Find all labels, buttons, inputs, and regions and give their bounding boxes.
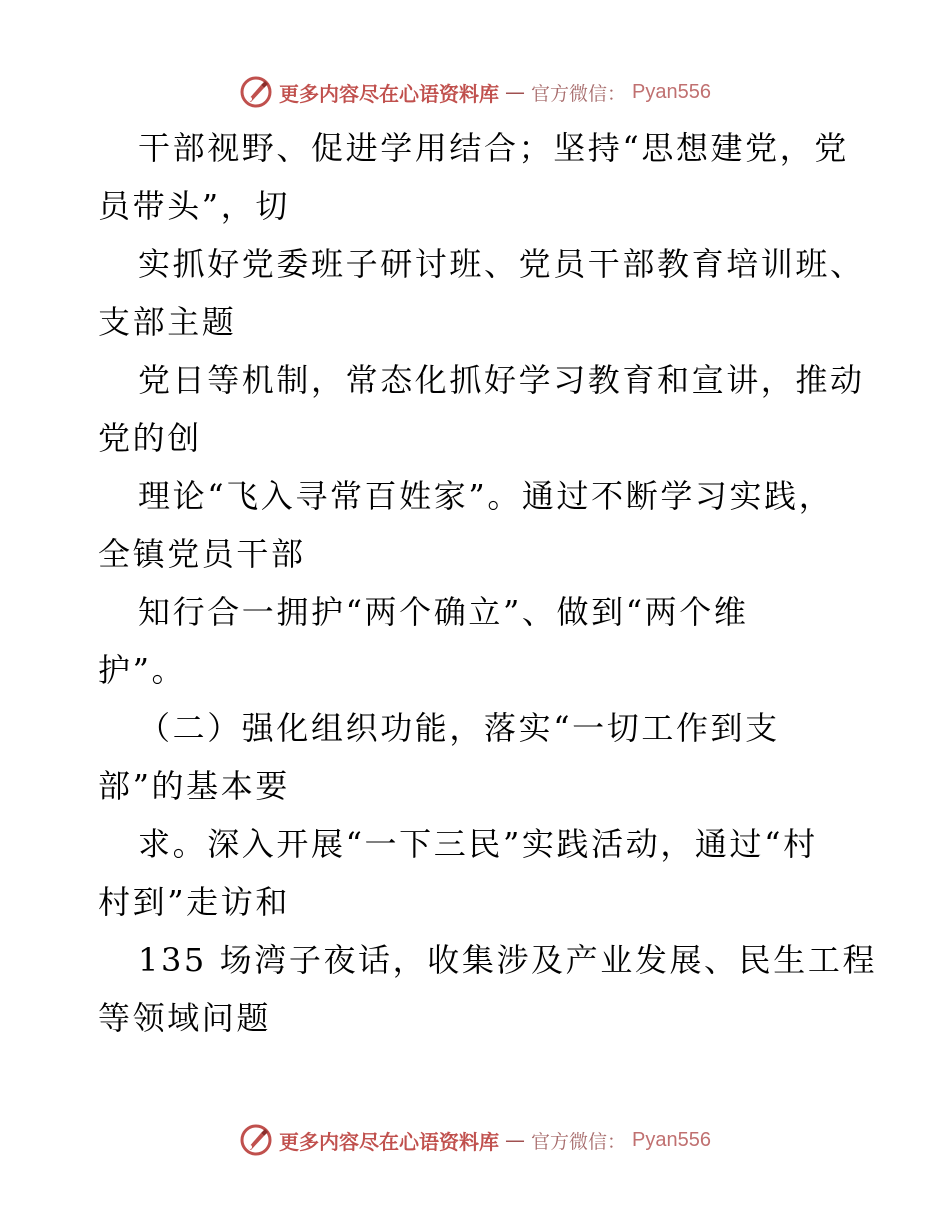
body-line: 支部主题: [98, 303, 237, 341]
watermark-site-name: 更多内容尽在心语资料库: [279, 81, 499, 106]
watermark-official-label: 官方微信：: [531, 1130, 627, 1153]
body-line: 党日等机制，常态化抓好学习教育和宣讲，推动: [138, 361, 865, 399]
footer-watermark: [0, 1120, 950, 1160]
body-line: 党的创: [98, 419, 202, 457]
body-line: 理论“飞入寻常百姓家”。通过不断学习实践，: [138, 477, 834, 515]
body-line: 部”的基本要: [98, 767, 290, 805]
body-line: （二）强化组织功能，落实“一切工作到支: [138, 709, 780, 747]
pen-logo-icon: [239, 1123, 273, 1157]
body-line: 员带头”，切: [98, 187, 290, 225]
body-line: 135 场湾子夜话，收集涉及产业发展、民生工程: [138, 941, 878, 979]
body-line: 知行合一拥护“两个确立”、做到“两个维: [138, 593, 749, 631]
header-watermark: [0, 72, 950, 112]
watermark-official-label: 官方微信：: [531, 82, 627, 105]
pen-logo-icon: [239, 75, 273, 109]
body-line: 干部视野、促进学用结合；坚持“思想建党，党: [138, 129, 849, 167]
body-line: 全镇党员干部: [98, 535, 306, 573]
body-line: 求。深入开展“一下三民”实践活动，通过“村: [138, 825, 818, 863]
body-line: 实抓好党委班子研讨班、党员干部教育培训班、: [138, 245, 865, 283]
watermark-dash: —: [505, 1128, 525, 1152]
body-line: 村到”走访和: [98, 883, 290, 921]
watermark-site-name: 更多内容尽在心语资料库: [279, 1129, 499, 1154]
body-line: 等领域问题: [98, 999, 272, 1037]
body-line: 护”。: [98, 651, 187, 689]
watermark-wechat-id: Pyan556: [632, 1128, 711, 1151]
watermark-dash: —: [505, 80, 525, 104]
watermark-wechat-id: Pyan556: [632, 80, 711, 103]
